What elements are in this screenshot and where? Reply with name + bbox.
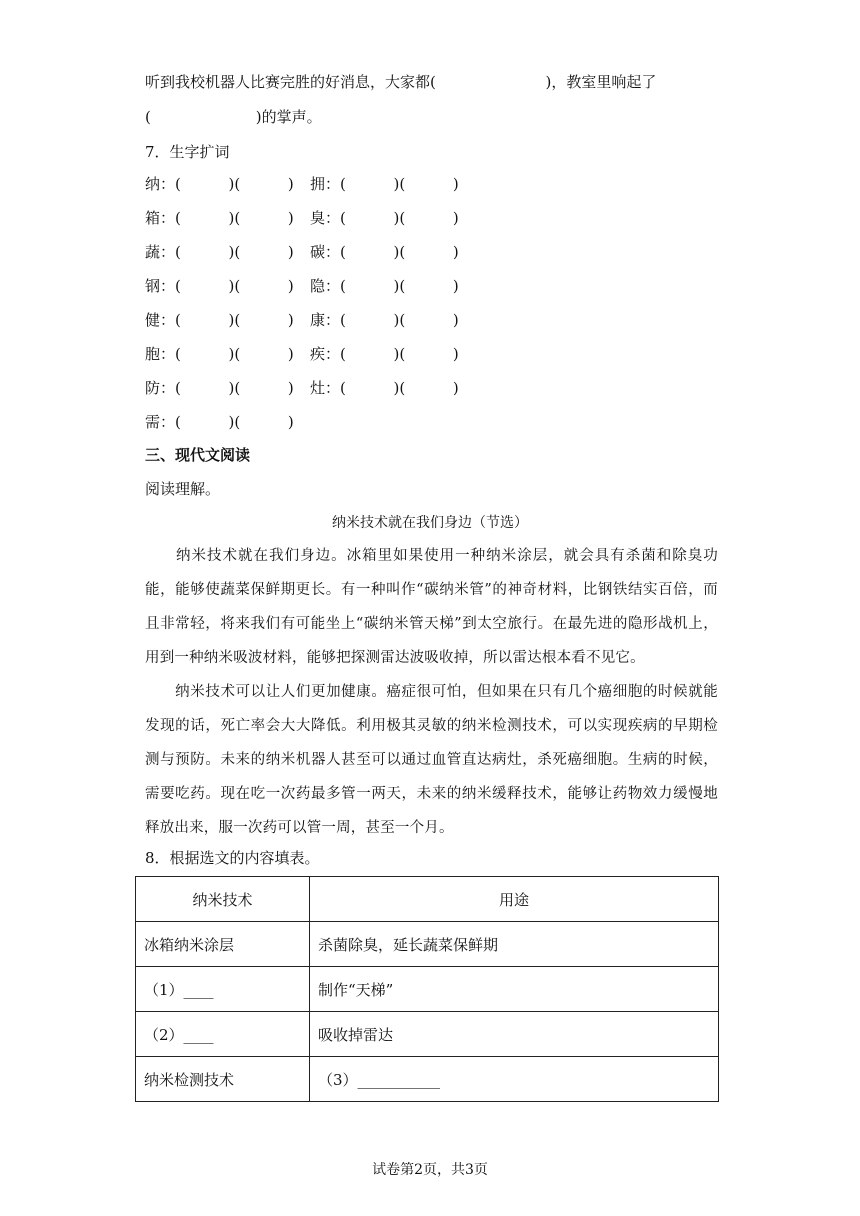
fill-in-table [135, 876, 719, 1102]
char-entry[interactable]: 健：( )( ) [145, 311, 294, 329]
table-cell: 制作“天梯” [310, 967, 719, 1012]
blank-cell-3[interactable]: （3）___________ [310, 1057, 719, 1102]
char-entry[interactable]: 箱：( )( ) [145, 209, 294, 227]
char-entry[interactable]: 防：( )( ) [145, 379, 294, 397]
char-entry[interactable]: 疾：( )( ) [310, 345, 459, 363]
reading-intro: 阅读理解。 [145, 480, 221, 498]
table-row [136, 967, 719, 1012]
char-entry[interactable]: 纳：( )( ) [145, 175, 294, 193]
char-entry[interactable]: 拥：( )( ) [310, 175, 459, 193]
char-entry[interactable]: 灶：( )( ) [310, 379, 459, 397]
table-cell: 吸收掉雷达 [310, 1012, 719, 1057]
question-8-title: 8．根据选文的内容填表。 [145, 849, 320, 867]
question-7-title: 7．生字扩词 [145, 143, 230, 161]
char-entry[interactable]: 隐：( )( ) [310, 277, 459, 295]
table-cell: 杀菌除臭，延长蔬菜保鲜期 [310, 922, 719, 967]
char-entry[interactable]: 需：( )( ) [145, 413, 294, 431]
blank-cell-2[interactable]: （2）____ [136, 1012, 310, 1057]
blank-cell-1[interactable]: （1）____ [136, 967, 310, 1012]
sentence-line-2: ( )的掌声。 [145, 108, 322, 126]
char-entry[interactable]: 碳：( )( ) [310, 243, 459, 261]
article-title: 纳米技术就在我们身边（节选） [332, 515, 528, 531]
char-entry[interactable]: 钢：( )( ) [145, 277, 294, 295]
table-row [136, 1012, 719, 1057]
char-entry[interactable]: 蔬：( )( ) [145, 243, 294, 261]
table-row [136, 922, 719, 967]
sentence-line-1: 听到我校机器人比赛完胜的好消息，大家都( )，教室里响起了 [145, 73, 657, 91]
char-entry[interactable]: 臭：( )( ) [310, 209, 459, 227]
page-footer: 试卷第2页，共3页 [372, 1162, 488, 1178]
article-paragraph-1: 纳米技术就在我们身边。冰箱里如果使用一种纳米涂层，就会具有杀菌和除臭功能，能够使蔬菜保鲜期更长。有一种叫作“碳纳米管”的神奇材料，比钢铁结实百倍，而且非常轻，将来我们有可能坐上“碳纳米管天梯”到太空旅行。在最先进的隐形战机上，用到一种纳米吸波材料，能够把探测雷达波吸收掉，所以雷达根本看不见它。 [145, 548, 718, 666]
section-3-title: 三、现代文阅读 [145, 446, 251, 464]
char-entry[interactable]: 胞：( )( ) [145, 345, 294, 363]
header-cell-tech: 纳米技术 [136, 877, 310, 922]
char-entry[interactable]: 康：( )( ) [310, 311, 459, 329]
table-header-row [136, 877, 719, 922]
header-cell-use: 用途 [310, 877, 719, 922]
table-row [136, 1057, 719, 1102]
article-paragraph-2: 纳米技术可以让人们更加健康。癌症很可怕，但如果在只有几个癌细胞的时候就能发现的话，死亡率会大大降低。利用极其灵敏的纳米检测技术，可以实现疾病的早期检测与预防。未来的纳米机器人甚至可以通过血管直达病灶，杀死癌细胞。生病的时候，需要吃药。现在吃一次药最多管一两天，未来的纳米缓释技术，能够让药物效力缓慢地释放出来，服一次药可以管一周，甚至一个月。 [145, 684, 718, 836]
table-cell: 冰箱纳米涂层 [136, 922, 310, 967]
table-cell: 纳米检测技术 [136, 1057, 310, 1102]
